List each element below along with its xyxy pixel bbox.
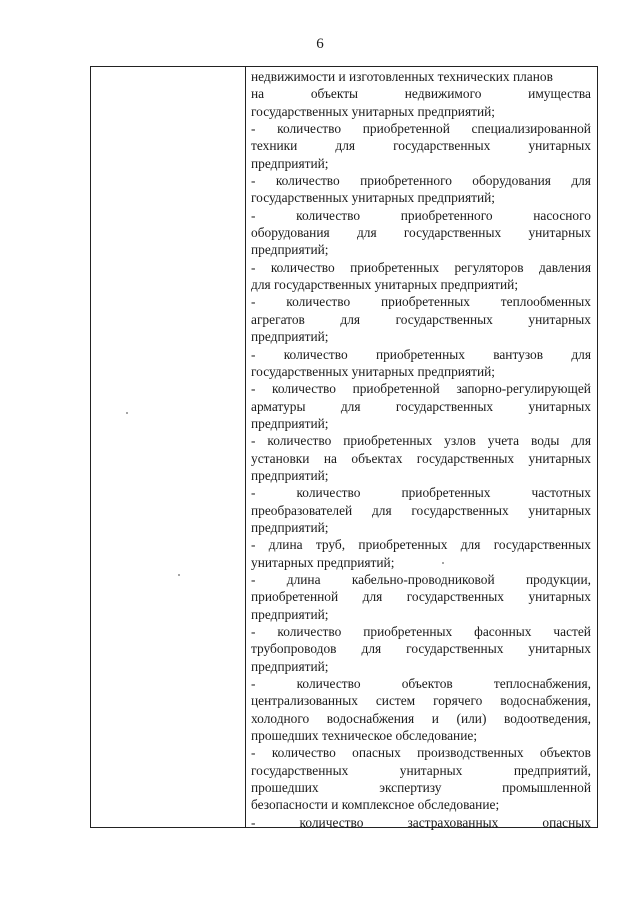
word: - (251, 485, 256, 501)
text-line (251, 484, 591, 501)
word: для (340, 398, 361, 414)
text-line (251, 224, 591, 241)
text-line: предприятий; (251, 415, 329, 431)
word: государственных (411, 502, 509, 518)
word: унитарных (528, 225, 591, 241)
word: унитарных (528, 641, 591, 657)
word: теплообменных (500, 294, 591, 310)
word: для (571, 433, 591, 449)
word: приобретенных (363, 624, 453, 639)
text-line: предприятий; (251, 606, 329, 622)
text-line (251, 744, 591, 761)
word: унитарных (528, 450, 591, 466)
word: частотных (531, 485, 591, 501)
word: преобразователей (251, 502, 353, 518)
word: - (251, 571, 256, 587)
text-line: предприятий; (251, 242, 329, 258)
word: - (251, 814, 256, 830)
word: для (460, 537, 481, 553)
word: количество (286, 294, 351, 310)
word: частей (553, 624, 591, 639)
word: - (251, 676, 256, 692)
word: для (362, 589, 383, 605)
word: количество (272, 381, 336, 397)
text-line (251, 207, 591, 224)
text-line: недвижимости и изготовленных технических планов (251, 69, 553, 84)
word: - (251, 294, 256, 310)
word: государственных (403, 225, 502, 241)
text-line (251, 85, 591, 102)
word: фасонных (474, 624, 532, 639)
word: унитарных (528, 589, 591, 605)
word: для (335, 138, 356, 154)
word: государственных (406, 589, 504, 605)
word: количество (277, 624, 342, 639)
word: экспертизу (379, 780, 442, 796)
word: (или) (456, 710, 487, 726)
word: государственных (395, 311, 493, 327)
text-line: для государственных унитарных предприятий; (251, 277, 519, 293)
word: установки (251, 450, 310, 466)
word: государственных (416, 450, 515, 466)
text-line (251, 623, 591, 640)
text-line: безопасности и комплексное обследование; (251, 797, 500, 813)
word: количество (299, 814, 364, 830)
scan-speck (178, 574, 180, 576)
word: агрегатов (251, 311, 305, 327)
text-line (251, 692, 591, 709)
text-line (251, 137, 591, 154)
word: застрахованных (407, 814, 499, 830)
word: приобретенных (381, 294, 470, 310)
word: опасных (352, 745, 401, 761)
text-line (251, 172, 591, 189)
word: техники (251, 138, 298, 154)
word: объектах (351, 450, 403, 466)
word: запорно-регулирующей (456, 381, 591, 397)
word: объекты (310, 86, 359, 102)
word: прошедших (251, 780, 319, 796)
word: для (371, 502, 392, 518)
scan-speck (442, 562, 444, 564)
word: приобретенных (375, 346, 465, 362)
word: воды (531, 433, 560, 449)
word: количество (267, 433, 332, 449)
page-number: 6 (316, 36, 324, 52)
text-line (251, 311, 591, 328)
text-line: предприятий; (251, 155, 329, 171)
word: продукции, (525, 571, 591, 587)
text-line (251, 398, 591, 415)
text-line: государственных унитарных предприятий; (251, 363, 496, 379)
text-line (251, 588, 591, 605)
word: унитарных (528, 502, 591, 518)
word: количество (296, 207, 361, 223)
word: опасных (542, 814, 591, 830)
word: теплоснабжения, (493, 676, 591, 692)
word: для (361, 641, 382, 657)
word: на (323, 450, 337, 466)
word: приобретенных (350, 259, 440, 275)
word: - (251, 433, 256, 449)
word: приобретенных (401, 485, 491, 501)
word: водоснабжения (326, 710, 415, 726)
word: приобретенного (360, 173, 452, 189)
word: - (251, 259, 256, 275)
text-line (251, 640, 591, 657)
text-line (251, 293, 591, 310)
word: объектов (539, 745, 591, 761)
word: приобретенной (251, 589, 339, 605)
word: количество (283, 346, 348, 362)
text-line (251, 346, 591, 363)
word: длина (286, 571, 321, 587)
word: для (571, 173, 591, 189)
word: централизованных (251, 693, 358, 709)
word: - (251, 173, 256, 189)
word: регуляторов (454, 259, 524, 275)
word: приобретенных (358, 537, 448, 553)
column-divider (245, 66, 246, 828)
word: - (251, 207, 256, 223)
word: государственных (393, 138, 491, 154)
word: унитарных (528, 311, 591, 327)
word: - (251, 346, 256, 362)
word: специализированной (471, 121, 591, 137)
word: количество (270, 259, 335, 275)
text-line (251, 762, 591, 779)
word: предприятий, (513, 762, 591, 778)
text-line: государственных унитарных предприятий; (251, 190, 496, 206)
word: на (251, 86, 265, 102)
word: длина (268, 537, 303, 553)
word: - (251, 745, 256, 761)
word: для (340, 311, 361, 327)
text-line (251, 380, 591, 397)
text-line (251, 502, 591, 519)
text-line: предприятий; (251, 519, 329, 535)
word: недвижимого (404, 86, 482, 102)
text-line (251, 450, 591, 467)
word: унитарных (399, 762, 463, 778)
word: - (251, 537, 256, 553)
word: унитарных (528, 398, 591, 414)
word: водоснабжения, (500, 693, 591, 709)
word: промышленной (502, 780, 591, 796)
word: давления (538, 259, 591, 275)
word: оборудования (251, 225, 330, 241)
text-line (251, 779, 591, 796)
word: - (251, 381, 256, 397)
text-line: предприятий; (251, 658, 329, 674)
word: производственных (417, 745, 524, 761)
text-line (251, 536, 591, 553)
word: количество (296, 485, 361, 501)
word: кабельно-проводниковой (351, 571, 495, 587)
word: количество (271, 745, 336, 761)
word: учета (487, 433, 520, 449)
indicator-text-column (251, 68, 591, 831)
text-line: предприятий; (251, 467, 329, 483)
word: арматуры (251, 398, 306, 414)
text-line (251, 675, 591, 692)
word: - (251, 121, 256, 137)
word: количество (296, 676, 361, 692)
word: для (571, 346, 591, 362)
word: и (431, 710, 439, 726)
word: горячего (433, 693, 483, 709)
text-line (251, 814, 591, 831)
text-line: предприятий; (251, 329, 329, 345)
word: государственных (395, 398, 494, 414)
word: водоотведения, (503, 710, 591, 726)
word: приобретенного (400, 207, 493, 223)
word: государственных (251, 762, 349, 778)
word: приобретенной (362, 121, 450, 137)
word: объектов (401, 676, 453, 692)
text-line (251, 571, 591, 588)
word: трубопроводов (251, 641, 337, 657)
word: приобретенных (343, 433, 433, 449)
word: узлов (444, 433, 476, 449)
word: холодного (251, 710, 310, 726)
word: приобретенной (352, 381, 440, 397)
text-line (251, 259, 591, 276)
text-line (251, 120, 591, 137)
word: государственных (406, 641, 504, 657)
word: насосного (533, 207, 591, 223)
word: для (356, 225, 377, 241)
word: вантузов (493, 346, 544, 362)
word: количество (277, 121, 342, 137)
word: оборудования (472, 173, 551, 189)
text-line (251, 710, 591, 727)
word: имущества (528, 86, 591, 102)
text-line: унитарных предприятий; (251, 554, 395, 570)
text-line: прошедших техническое обследование; (251, 728, 478, 744)
scan-speck (126, 412, 128, 414)
word: систем (375, 693, 416, 709)
word: унитарных (528, 138, 591, 154)
text-line (251, 432, 591, 449)
word: количество (275, 173, 340, 189)
word: - (251, 624, 256, 639)
word: государственных (493, 537, 591, 553)
text-line: государственных унитарных предприятий; (251, 103, 496, 119)
word: труб, (315, 537, 346, 553)
